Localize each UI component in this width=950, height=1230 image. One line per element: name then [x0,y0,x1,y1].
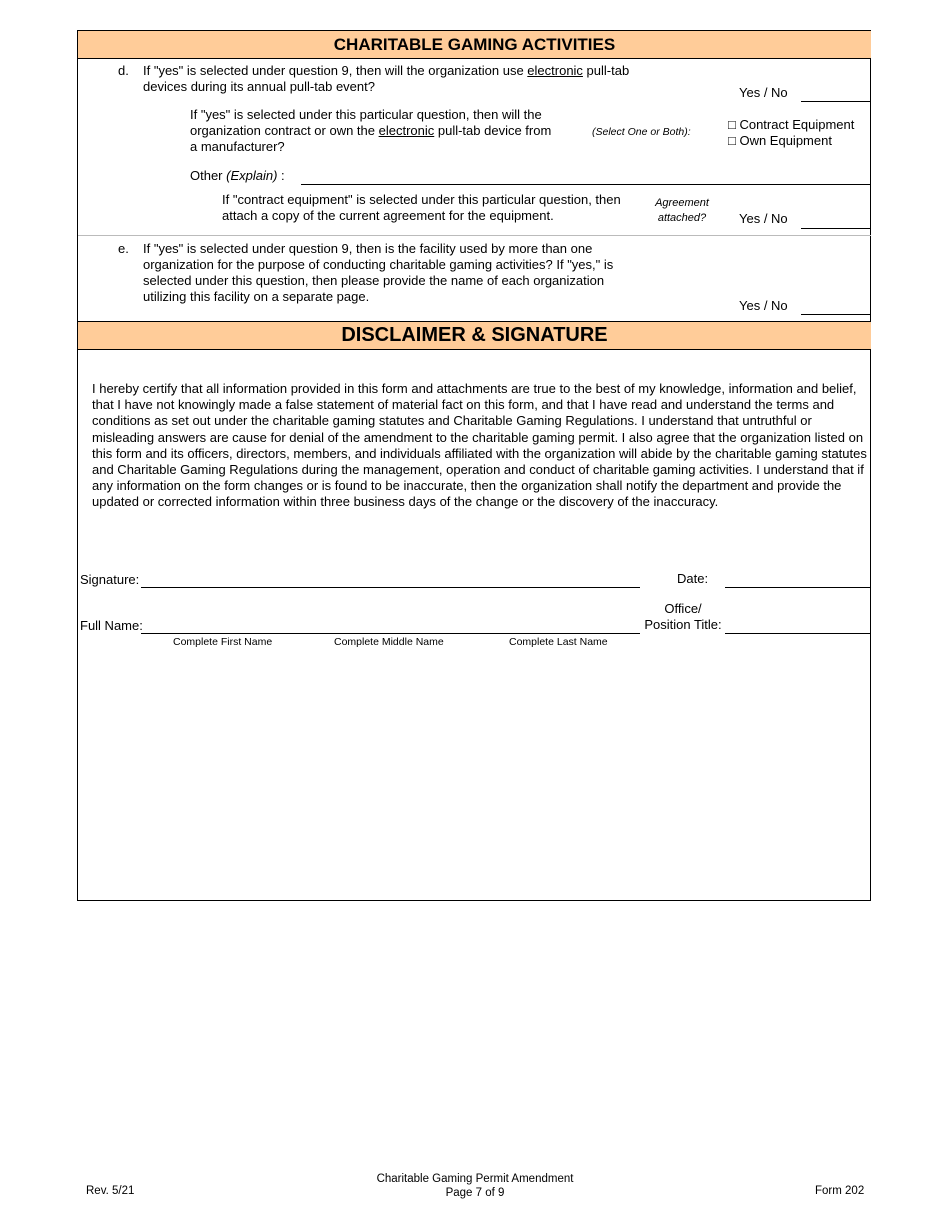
question-d-answer-label: Yes / No [739,85,788,100]
date-field[interactable] [725,587,871,588]
office-title-field[interactable] [725,633,871,634]
question-d-letter: d. [118,63,129,78]
office-title-label: Office/ Position Title: [644,601,722,632]
question-e-text: If "yes" is selected under question 9, then is the facility used by more than one organization for the purpose of conducting charitable gaming activities? If "yes," is selected under this question, then please provide the name of each organization utilizing this facility on a separate page. [143,241,614,304]
fullname-label: Full Name: [80,618,143,633]
footer-form-number: Form 202 [815,1185,865,1197]
last-name-caption: Complete Last Name [509,636,608,648]
section-title: DISCLAIMER & SIGNATURE [341,324,608,346]
question-e-answer-field[interactable] [801,314,871,315]
signature-label: Signature: [80,572,140,587]
question-d-answer-field[interactable] [801,101,871,102]
section-title: CHARITABLE GAMING ACTIVITIES [333,35,616,54]
question-e-letter: e. [118,241,129,256]
question-d-text: If "yes" is selected under question 9, then will the organization use electronic pull-tab devices during its annual pull-tab event? [143,63,630,94]
footer-center [325,1172,625,1200]
certification-text: I hereby certify that all information provided in this form and attachments are true to the best of my knowledge, information and belief, that I have not knowingly made a false statement of material fact on this form, and that I have read and understand the terms and conditions as set out under the charitable gaming statutes and Charitable Gaming Regulations. I understand that untruthful or misleading answers are cause for denial of the amendment to the charitable gaming permit. I also agree that the organization listed on this form and its officers, directors, members, and individuals affiliated with the organization will abide by the charitable gaming statutes and Charitable Gaming Regulations during the management, operation and conduct of charitable gaming activities. I understand that if any information on the form changes or is found to be inaccurate, then the organization shall notify the department and provide the updated or corrected information within three business days of the change or the discovery of the inaccuracy. [92,381,867,510]
signature-field[interactable] [141,587,640,588]
question-e-answer-label: Yes / No [739,298,788,313]
option-own-equipment[interactable]: □ Own Equipment [728,133,832,148]
date-label: Date: [677,571,709,586]
middle-name-caption: Complete Middle Name [334,636,444,648]
agreement-attached-label: Agreement attached? [655,197,709,224]
other-explain-field[interactable] [301,184,871,185]
agreement-answer-field[interactable] [801,228,871,229]
other-explain-label: Other (Explain) : [190,168,285,183]
fullname-field[interactable] [141,633,640,634]
section-header-charitable-gaming [78,30,871,59]
question-d-sub-text: If "yes" is selected under this particular question, then will the organization contract or own the electronic pull-tab device from a manufacturer? [190,107,552,154]
select-hint: (Select One or Both): [592,126,691,138]
first-name-caption: Complete First Name [173,636,273,648]
option-contract-equipment[interactable]: □ Contract Equipment [728,117,855,132]
footer-revision: Rev. 5/21 [86,1185,135,1197]
divider [78,235,871,236]
section-header-disclaimer [78,321,871,350]
contract-equipment-text: If "contract equipment" is selected under this particular question, then attach a copy of the current agreement for the equipment. [222,192,621,223]
agreement-answer-label: Yes / No [739,211,788,226]
footer-form-name: Charitable Gaming Permit Amendment [376,1173,574,1185]
footer-page-number: Page 7 of 9 [445,1187,505,1199]
